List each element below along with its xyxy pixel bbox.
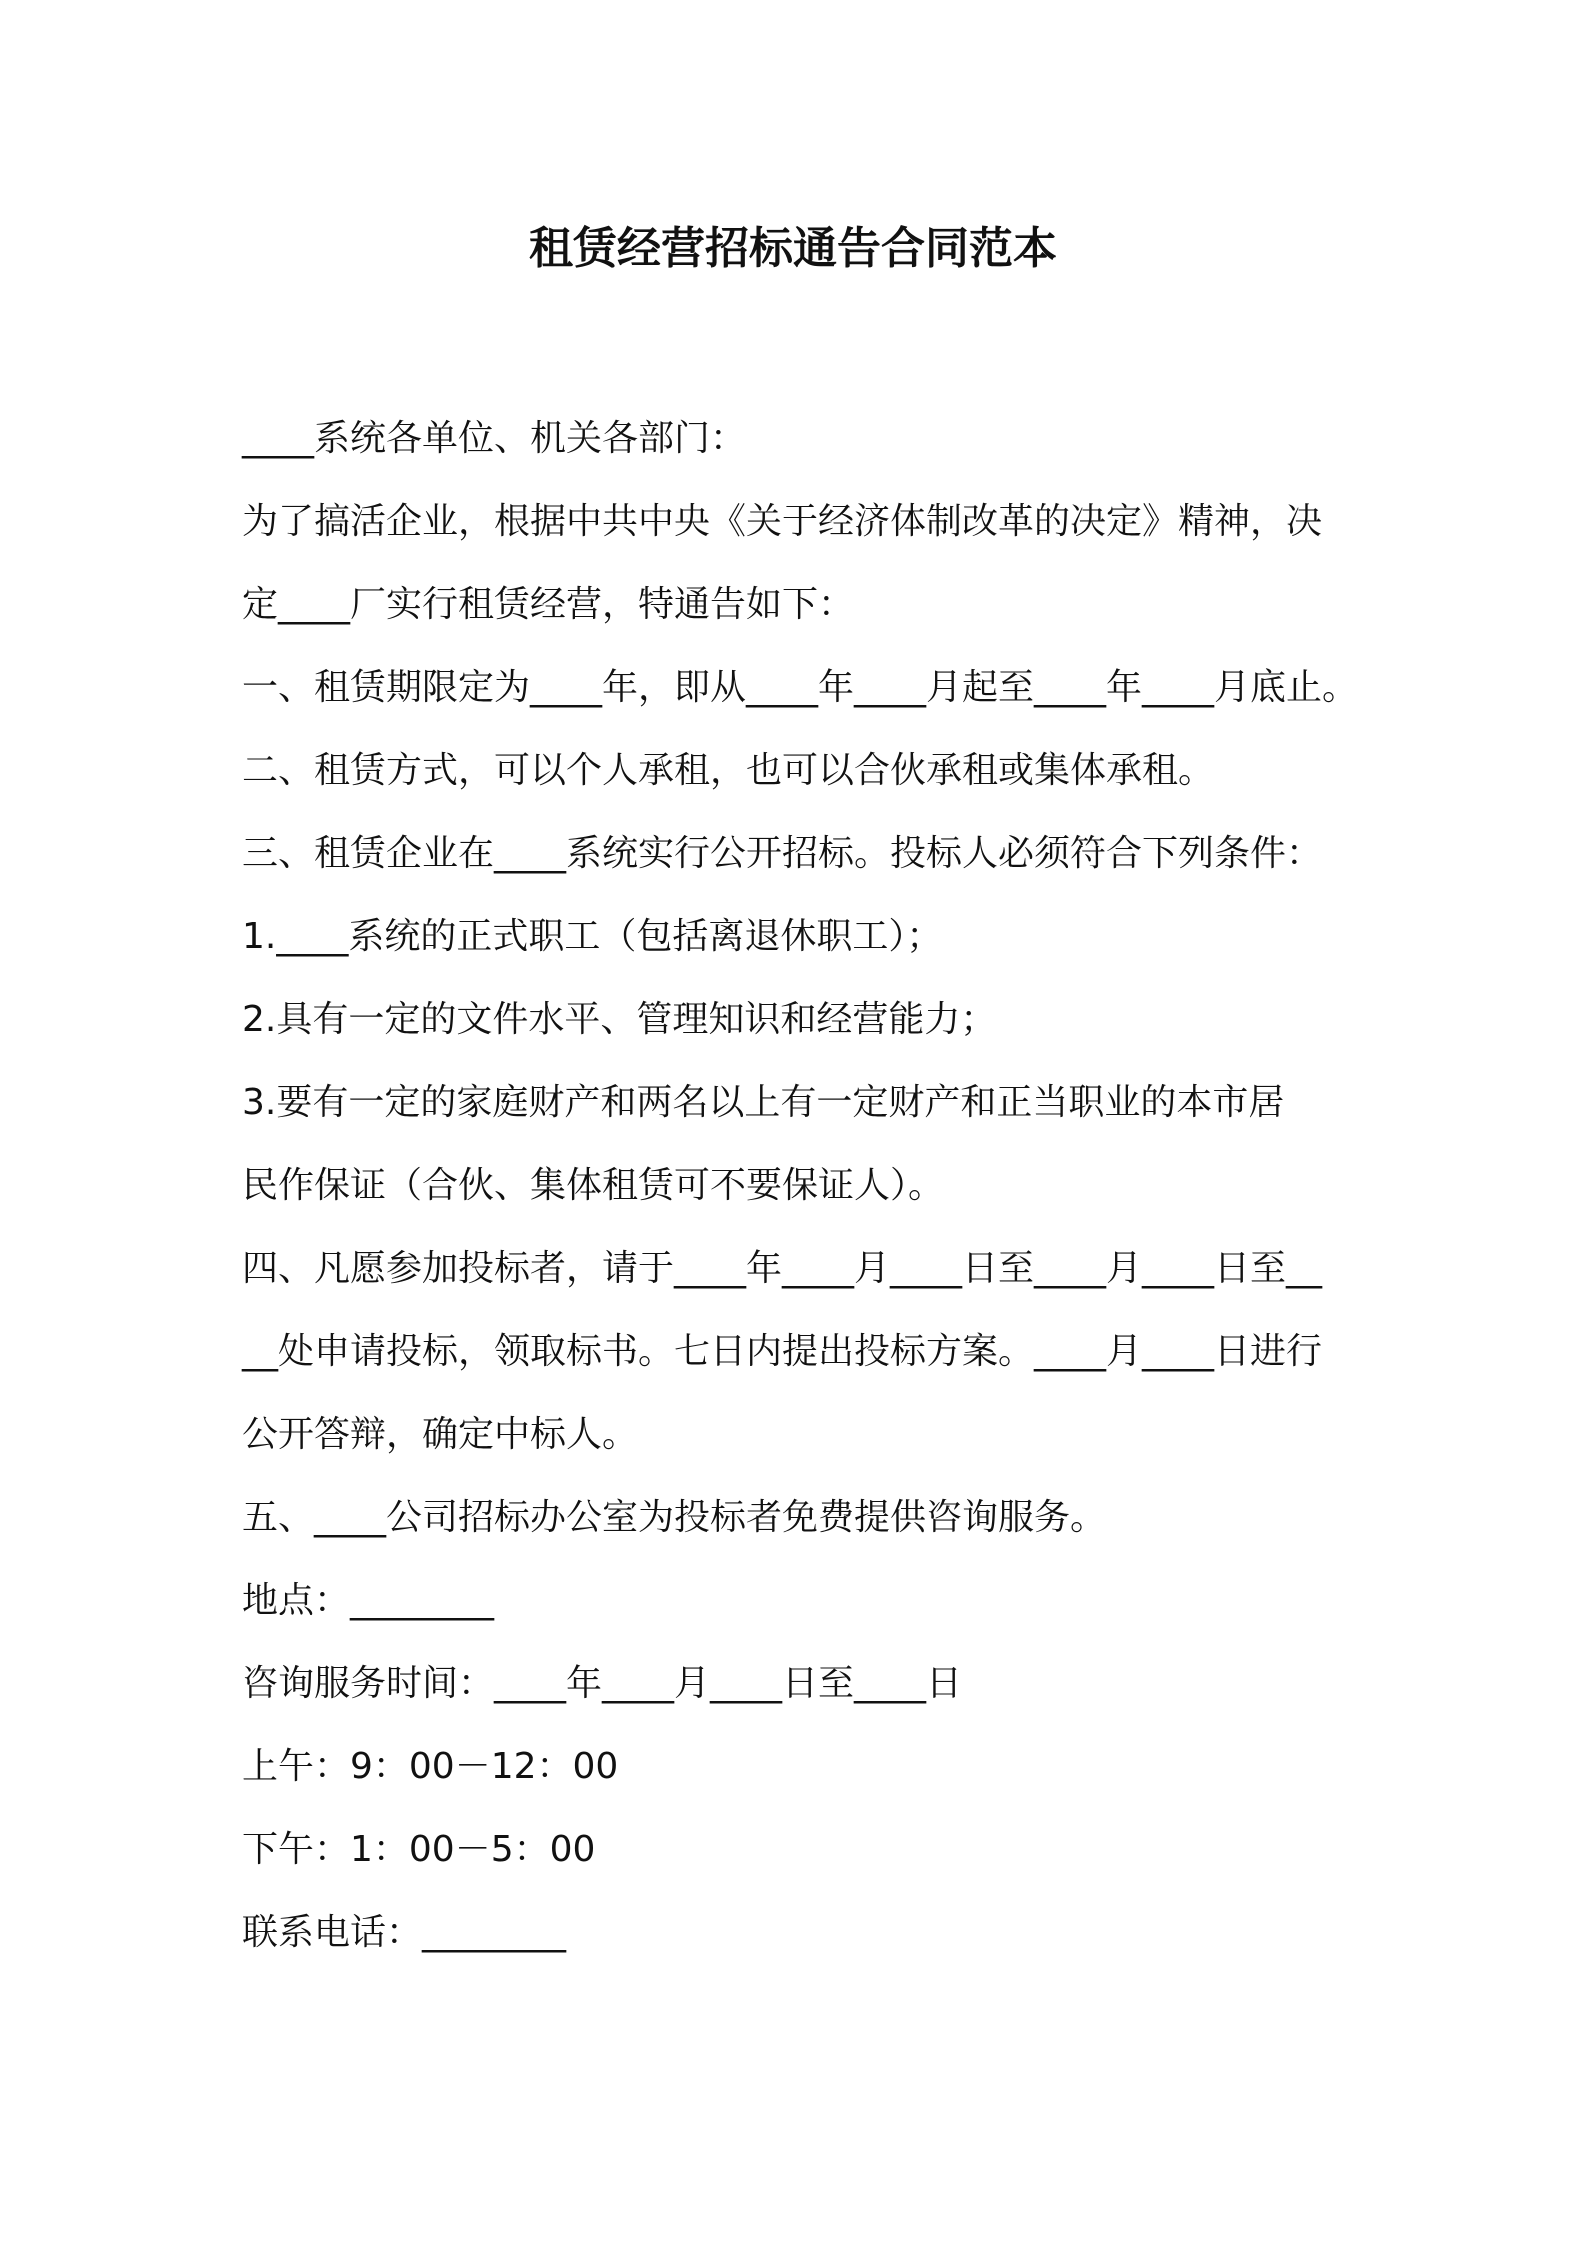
- clause-3-bidding: 三、租赁企业在____系统实行公开招标。投标人必须符合下列条件：: [242, 833, 1323, 874]
- contact-phone-line: 联系电话：________: [242, 1912, 567, 1953]
- clause-2-lease-method: 二、租赁方式，可以个人承租，也可以合伙承租或集体承租。: [242, 750, 1215, 791]
- clause-4-line-1: 四、凡愿参加投标者，请于____年____月____日至____月____日至__: [242, 1248, 1323, 1289]
- clause-5-consulting: 五、____公司招标办公室为投标者免费提供咨询服务。: [242, 1497, 1107, 1538]
- condition-1: 1.____系统的正式职工（包括离退休职工）；: [242, 916, 943, 957]
- afternoon-hours-line: 下午：1：00－5：00: [242, 1829, 596, 1870]
- clause-4-line-2: __处申请投标，领取标书。七日内提出投标方案。____月____日进行: [242, 1331, 1323, 1372]
- intro-paragraph-line-2: 定____厂实行租赁经营，特通告如下：: [242, 584, 855, 625]
- addressee-line: ____系统各单位、机关各部门：: [242, 418, 747, 459]
- intro-paragraph-line-1: 为了搞活企业，根据中共中央《关于经济体制改革的决定》精神，决: [242, 501, 1323, 542]
- document-title: 租赁经营招标通告合同范本: [529, 223, 1057, 274]
- condition-2: 2.具有一定的文件水平、管理知识和经营能力；: [242, 999, 997, 1040]
- location-line: 地点：________: [242, 1580, 495, 1621]
- clause-4-line-3: 公开答辩，确定中标人。: [242, 1414, 639, 1455]
- condition-3-line-2: 民作保证（合伙、集体租赁可不要保证人）。: [242, 1165, 945, 1206]
- service-time-line: 咨询服务时间：____年____月____日至____日: [242, 1663, 963, 1704]
- condition-3-line-1: 3.要有一定的家庭财产和两名以上有一定财产和正当职业的本市居: [242, 1082, 1285, 1123]
- morning-hours-line: 上午：9：00－12：00: [242, 1746, 619, 1787]
- clause-1-lease-term: 一、租赁期限定为____年，即从____年____月起至____年____月底止。: [242, 667, 1359, 708]
